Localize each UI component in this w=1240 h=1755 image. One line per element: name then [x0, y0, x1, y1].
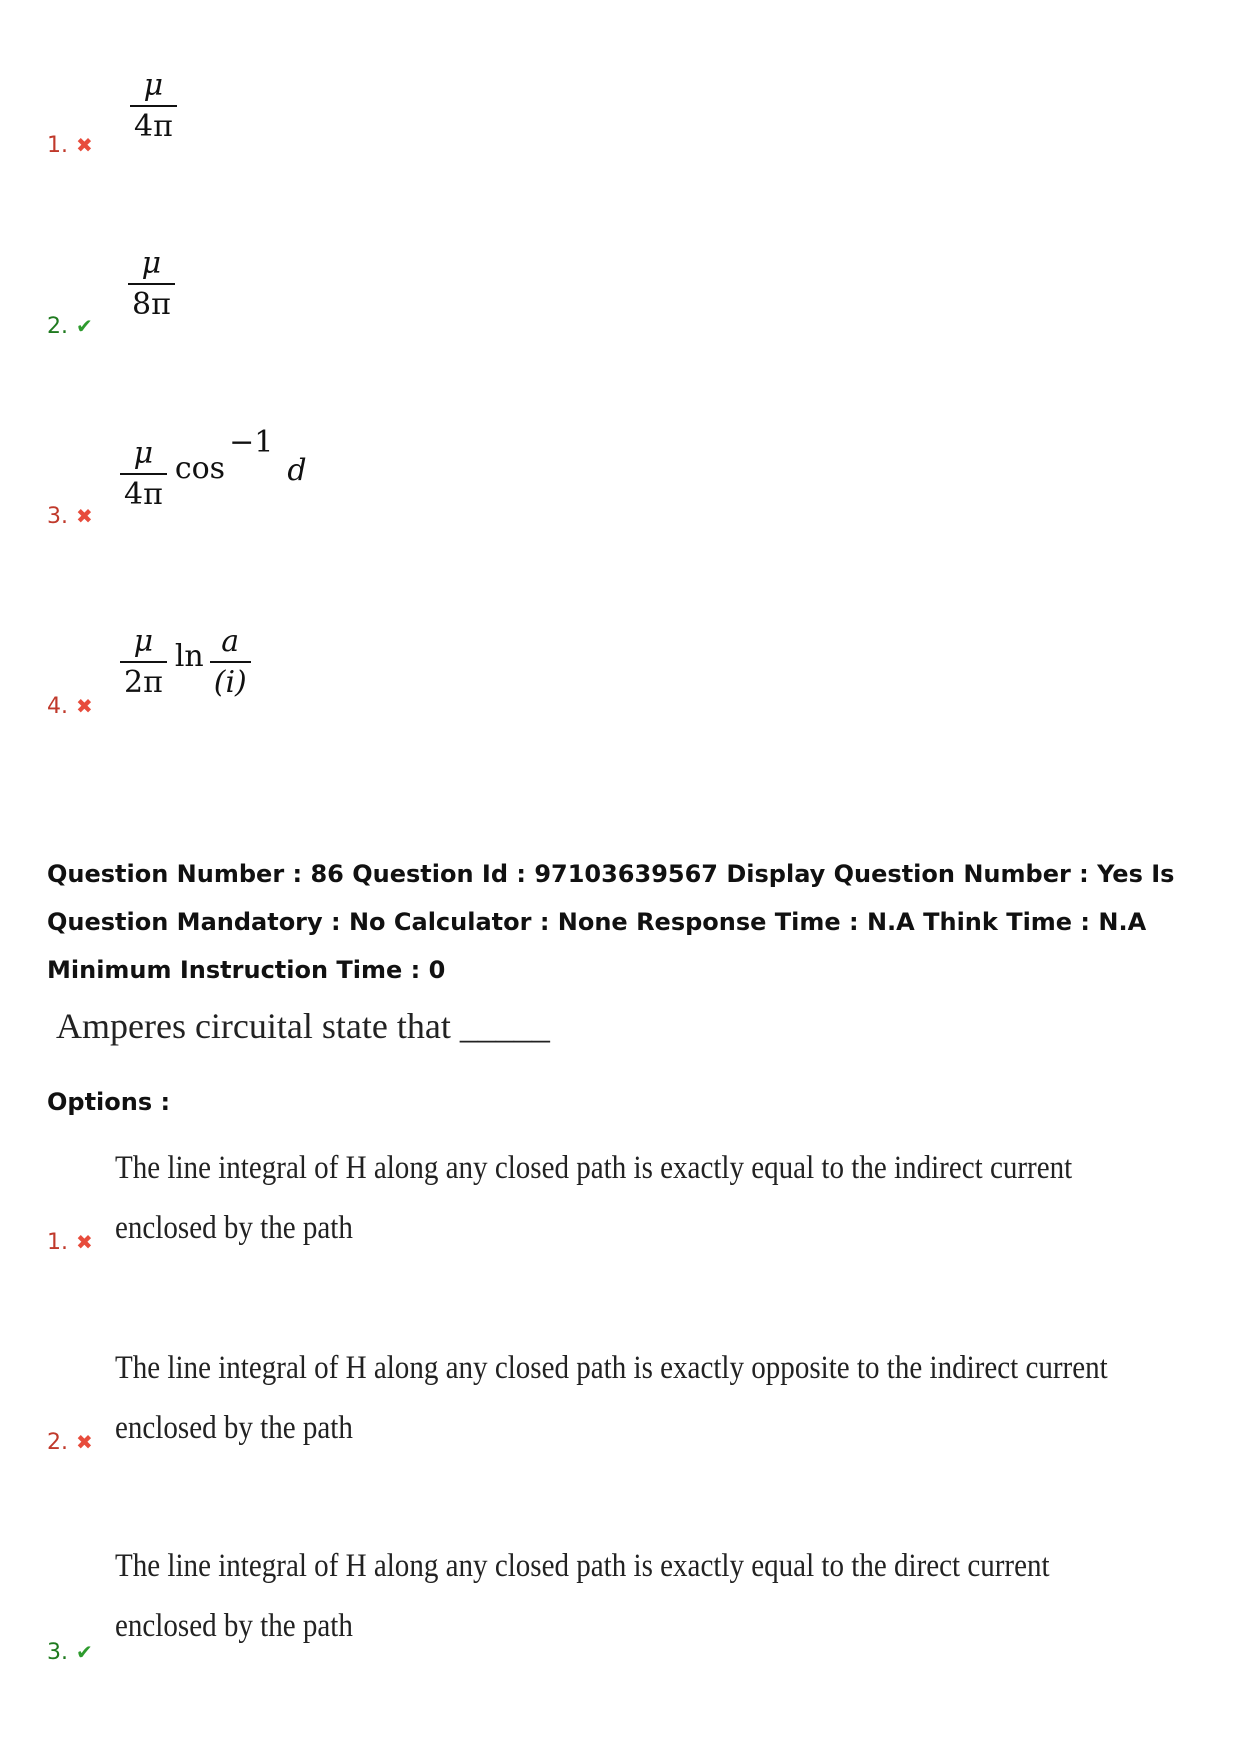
fraction — [120, 436, 167, 512]
option-line-1: The line integral of H along any closed path is exactly opposite to the indirect current — [115, 1350, 1108, 1386]
fraction — [130, 68, 177, 144]
option-line-2: enclosed by the path — [115, 1210, 353, 1246]
option-number-text: 4. — [47, 694, 68, 719]
formula — [120, 424, 307, 512]
numerator: μ — [133, 624, 154, 659]
option-number — [47, 696, 93, 718]
denominator: 2π — [120, 661, 167, 700]
option-number-text: 3. — [47, 504, 68, 529]
option-number — [47, 1432, 93, 1454]
option-line-1: The line integral of H along any closed path is exactly equal to the indirect current — [115, 1150, 1073, 1186]
formula — [130, 68, 177, 144]
options-label: Options : — [47, 1088, 171, 1116]
question-text: Amperes circuital state that _____ — [56, 1006, 550, 1046]
superscript: −1 — [229, 424, 274, 460]
question-meta: Question Number : 86 Question Id : 97103639567 Display Question Number : Yes Is Question Mandatory : No Calculator : None Response Time : N.A Think Time : N.A Minimum Instruction Time : 0 — [47, 860, 1175, 984]
cross-icon: ✖ — [76, 504, 93, 528]
formula — [128, 246, 175, 322]
numerator: μ — [143, 68, 164, 103]
function-name: cos — [174, 450, 226, 486]
denominator: 4π — [130, 105, 177, 144]
option-line-1: The line integral of H along any closed path is exactly equal to the direct current — [115, 1548, 1050, 1584]
option-line-2: enclosed by the path — [115, 1410, 353, 1446]
cross-icon: ✖ — [76, 694, 93, 718]
option-number — [47, 1642, 93, 1664]
option-number-text: 1. — [47, 133, 68, 158]
denominator: 8π — [128, 283, 175, 322]
option-number-text: 2. — [47, 1430, 68, 1455]
denominator: 4π — [120, 473, 167, 512]
function-name: ln — [174, 638, 204, 674]
cross-icon: ✖ — [76, 133, 93, 157]
inner-numerator: a — [221, 624, 240, 659]
option-number — [47, 135, 93, 157]
formula — [120, 624, 251, 700]
check-icon: ✔ — [76, 1640, 93, 1664]
fraction — [128, 246, 175, 322]
option-number — [47, 316, 93, 338]
option-number-text: 3. — [47, 1640, 68, 1665]
option-number — [47, 1232, 93, 1254]
variable: d — [287, 452, 307, 488]
inner-denominator: (i) — [210, 661, 251, 700]
option-line-2: enclosed by the path — [115, 1608, 353, 1644]
cross-icon: ✖ — [76, 1230, 93, 1254]
option-number-text: 1. — [47, 1230, 68, 1255]
option-number — [47, 506, 93, 528]
inner-fraction — [210, 624, 251, 700]
cross-icon: ✖ — [76, 1430, 93, 1454]
fraction — [120, 624, 167, 700]
numerator: μ — [133, 436, 154, 471]
check-icon: ✔ — [76, 314, 93, 338]
option-number-text: 2. — [47, 314, 68, 339]
numerator: μ — [141, 246, 162, 281]
